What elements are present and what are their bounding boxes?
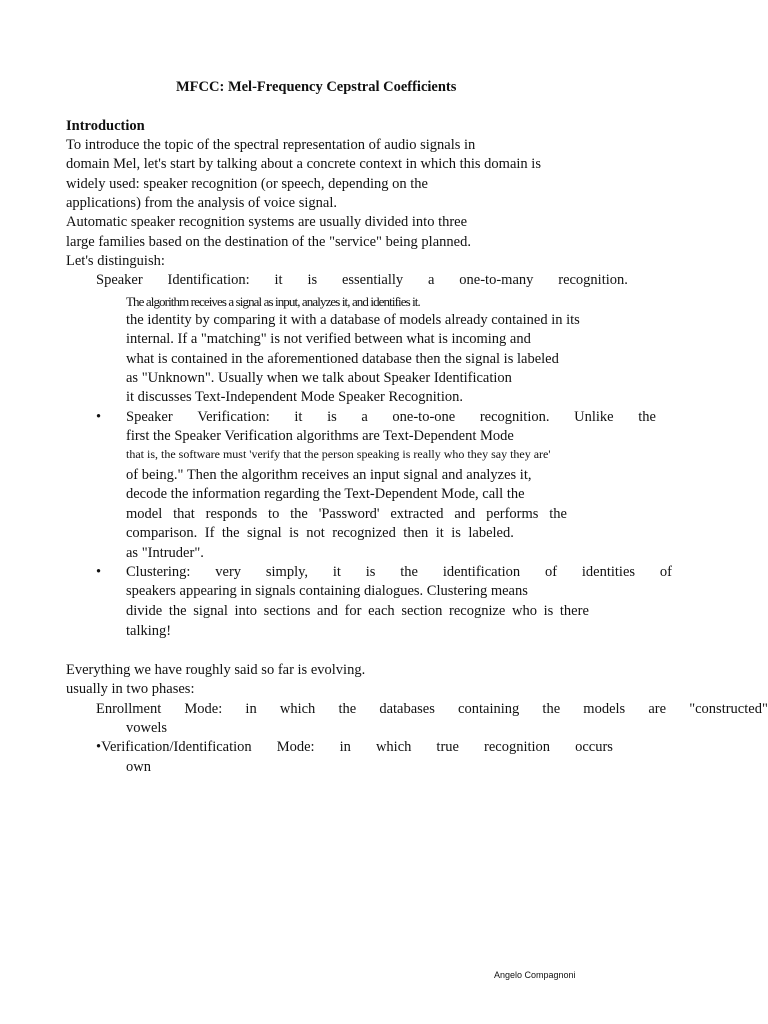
speaker-verification-line: of being." Then the algorithm receives an input signal and analyzes it, (126, 467, 532, 483)
speaker-verification-line: model that responds to the 'Password' extracted and performs the (126, 506, 567, 522)
speaker-identification-line: what is contained in the aforementioned database then the signal is labeled (126, 351, 559, 367)
phases-line: usually in two phases: (66, 681, 195, 697)
bullet-icon: • (96, 564, 102, 580)
footer-author: Angelo Compagnoni (494, 970, 576, 980)
verification-mode-line: own (126, 759, 151, 775)
clustering-line: talking! (126, 623, 172, 639)
document-title: MFCC: Mel-Frequency Cepstral Coefficients (176, 79, 457, 95)
clustering-heading: Clustering: very simply, it is the identification of identities of (126, 564, 672, 580)
clustering-line: speakers appearing in signals containing dialogues. Clustering means (126, 583, 528, 599)
speaker-verification-small-line: that is, the software must 'verify that the person speaking is really who they say they are' (126, 447, 551, 461)
speaker-verification-line: as "Intruder". (126, 545, 204, 561)
bullet-icon: • (96, 409, 102, 425)
speaker-verification-heading: Speaker Verification: it is a one-to-one recognition. Unlike the (126, 409, 656, 425)
phases-line: Everything we have roughly said so far is evolving. (66, 662, 366, 678)
intro-line: Automatic speaker recognition systems are usually divided into three (66, 214, 468, 230)
speaker-verification-line: first the Speaker Verification algorithms are Text-Dependent Mode (126, 428, 514, 444)
verification-mode-line: •Verification/Identification Mode: in which true recognition occurs (96, 739, 613, 755)
section-heading: Introduction (66, 118, 145, 134)
enrollment-mode-line: Enrollment Mode: in which the databases containing the models are "constructed" (96, 701, 768, 717)
speaker-verification-line: decode the information regarding the Text-Dependent Mode, call the (126, 486, 525, 502)
intro-line: Let's distinguish: (66, 253, 165, 269)
speaker-identification-line: it discusses Text-Independent Mode Speaker Recognition. (126, 389, 463, 405)
intro-line: applications) from the analysis of voice signal. (66, 195, 337, 211)
enrollment-mode-line: vowels (126, 720, 168, 736)
intro-line: domain Mel, let's start by talking about a concrete context in which this domain is (66, 156, 541, 172)
speaker-identification-line: the identity by comparing it with a database of models already contained in its (126, 312, 580, 328)
intro-line: large families based on the destination of the "service" being planned. (66, 234, 471, 250)
speaker-identification-line: internal. If a "matching" is not verified between what is incoming and (126, 331, 531, 347)
condensed-line: The algorithm receives a signal as input, analyzes it, and identifies it. (126, 294, 420, 309)
speaker-identification-line: as "Unknown". Usually when we talk about Speaker Identification (126, 370, 512, 386)
speaker-verification-line: comparison. If the signal is not recognized then it is labeled. (126, 525, 514, 541)
clustering-line: divide the signal into sections and for each section recognize who is there (126, 603, 589, 619)
intro-line: widely used: speaker recognition (or speech, depending on the (66, 176, 428, 192)
intro-line: To introduce the topic of the spectral representation of audio signals in (66, 137, 476, 153)
speaker-identification-heading: Speaker Identification: it is essentially a one-to-many recognition. (96, 272, 628, 288)
